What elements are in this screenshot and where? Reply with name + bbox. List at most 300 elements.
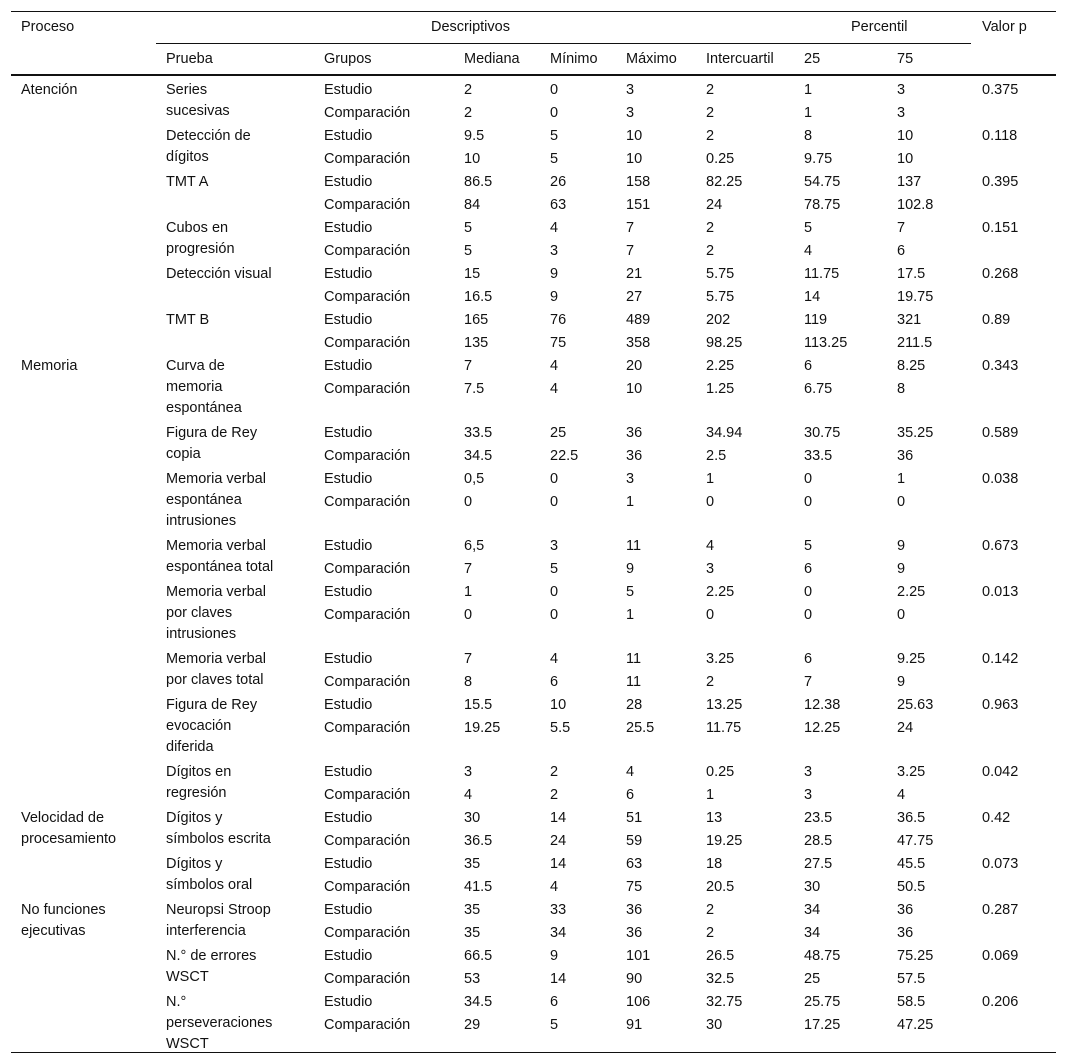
cell-minimo: 63	[550, 197, 567, 213]
cell-intercuartil: 2.5	[706, 448, 727, 464]
cell-grupo: Comparación	[324, 448, 411, 464]
cell-p25: 9.75	[804, 151, 833, 167]
cell-p75: 57.5	[897, 971, 926, 987]
valor-p: 0.673	[982, 538, 1019, 554]
cell-p25: 3	[804, 764, 813, 780]
cell-p25: 12.25	[804, 720, 841, 736]
cell-mediana: 53	[464, 971, 481, 987]
cell-minimo: 34	[550, 925, 567, 941]
prueba-label: Figura de Rey copia	[166, 425, 258, 462]
cell-maximo: 3	[626, 105, 635, 121]
cell-mediana: 4	[464, 787, 473, 803]
cell-p25: 30	[804, 879, 821, 895]
cell-minimo: 76	[550, 312, 567, 328]
cell-grupo: Comparación	[324, 151, 411, 167]
cell-intercuartil: 98.25	[706, 335, 743, 351]
cell-maximo: 36	[626, 448, 643, 464]
cell-grupo: Comparación	[324, 494, 411, 510]
cell-p75: 35.25	[897, 425, 934, 441]
cell-p75: 9	[897, 561, 906, 577]
cell-p25: 78.75	[804, 197, 841, 213]
cell-grupo: Estudio	[324, 948, 373, 964]
cell-p75: 17.5	[897, 266, 926, 282]
valor-p: 0.069	[982, 948, 1019, 964]
cell-p75: 7	[897, 220, 906, 236]
cell-intercuartil: 0.25	[706, 151, 735, 167]
cell-grupo: Estudio	[324, 220, 373, 236]
cell-intercuartil: 0.25	[706, 764, 735, 780]
cell-grupo: Estudio	[324, 994, 373, 1010]
prueba-label: Memoria verbal por claves intrusiones	[166, 584, 266, 642]
prueba-label: Memoria verbal espontánea intrusiones	[166, 471, 266, 529]
cell-minimo: 4	[550, 879, 559, 895]
cell-p75: 25.63	[897, 697, 934, 713]
cell-p25: 14	[804, 289, 821, 305]
cell-p75: 102.8	[897, 197, 934, 213]
cell-mediana: 34.5	[464, 994, 493, 1010]
cell-p75: 45.5	[897, 856, 926, 872]
cell-minimo: 22.5	[550, 448, 579, 464]
cell-minimo: 4	[550, 381, 559, 397]
cell-p25: 33.5	[804, 448, 833, 464]
cell-p25: 54.75	[804, 174, 841, 190]
cell-intercuartil: 2	[706, 82, 715, 98]
prueba-label: Cubos en progresión	[166, 220, 235, 257]
valor-p: 0.343	[982, 358, 1019, 374]
cell-mediana: 86.5	[464, 174, 493, 190]
valor-p: 0.142	[982, 651, 1019, 667]
cell-maximo: 10	[626, 381, 643, 397]
cell-p25: 11.75	[804, 266, 840, 282]
valor-p: 0.395	[982, 174, 1019, 190]
cell-p75: 10	[897, 151, 914, 167]
header-proceso: Proceso	[21, 19, 75, 35]
cell-p75: 47.25	[897, 1017, 934, 1033]
valor-p: 0.073	[982, 856, 1019, 872]
cell-grupo: Comparación	[324, 381, 411, 397]
cell-p75: 36.5	[897, 810, 926, 826]
cell-maximo: 9	[626, 561, 635, 577]
prueba-label: Dígitos en regresión	[166, 764, 232, 801]
cell-maximo: 158	[626, 174, 651, 190]
cell-intercuartil: 20.5	[706, 879, 735, 895]
cell-minimo: 0	[550, 607, 559, 623]
cell-minimo: 14	[550, 856, 567, 872]
cell-mediana: 7	[464, 358, 473, 374]
cell-p25: 17.25	[804, 1017, 841, 1033]
cell-maximo: 10	[626, 128, 643, 144]
cell-intercuartil: 2	[706, 220, 715, 236]
cell-grupo: Comparación	[324, 879, 411, 895]
cell-mediana: 19.25	[464, 720, 501, 736]
cell-minimo: 26	[550, 174, 567, 190]
cell-intercuartil: 2	[706, 902, 715, 918]
cell-mediana: 66.5	[464, 948, 493, 964]
valor-p: 0.038	[982, 471, 1019, 487]
prueba-label: Dígitos y símbolos oral	[166, 856, 253, 893]
cell-grupo: Comparación	[324, 833, 411, 849]
cell-p75: 36	[897, 448, 914, 464]
cell-intercuartil: 82.25	[706, 174, 743, 190]
cell-minimo: 5	[550, 1017, 559, 1033]
cell-p25: 25	[804, 971, 821, 987]
cell-intercuartil: 1	[706, 787, 715, 803]
cell-maximo: 20	[626, 358, 643, 374]
prueba-label: N.° perseveraciones WSCT	[166, 994, 273, 1052]
cell-intercuartil: 13.25	[706, 697, 743, 713]
cell-intercuartil: 3	[706, 561, 715, 577]
prueba-label: TMT A	[166, 174, 209, 190]
cell-p75: 36	[897, 925, 914, 941]
cell-grupo: Estudio	[324, 174, 373, 190]
cell-maximo: 101	[626, 948, 651, 964]
cell-maximo: 27	[626, 289, 643, 305]
cell-minimo: 0	[550, 105, 559, 121]
cell-maximo: 11	[626, 538, 642, 554]
header-maximo: Máximo	[626, 51, 677, 67]
cell-minimo: 3	[550, 243, 559, 259]
cell-maximo: 25.5	[626, 720, 655, 736]
cell-intercuartil: 18	[706, 856, 723, 872]
cell-p25: 3	[804, 787, 813, 803]
cell-maximo: 3	[626, 471, 635, 487]
cell-p75: 36	[897, 902, 914, 918]
cell-p75: 19.75	[897, 289, 934, 305]
header-valor-p: Valor p	[982, 19, 1027, 35]
prueba-label: Dígitos y símbolos escrita	[166, 810, 271, 847]
cell-minimo: 5	[550, 151, 559, 167]
cell-maximo: 7	[626, 243, 635, 259]
cell-maximo: 75	[626, 879, 643, 895]
cell-p25: 119	[804, 312, 828, 328]
cell-minimo: 2	[550, 787, 559, 803]
cell-mediana: 15	[464, 266, 481, 282]
cell-grupo: Estudio	[324, 697, 373, 713]
cell-grupo: Estudio	[324, 358, 373, 374]
cell-intercuartil: 2	[706, 128, 715, 144]
cell-maximo: 59	[626, 833, 643, 849]
header-percentil: Percentil	[851, 19, 908, 35]
cell-grupo: Estudio	[324, 312, 373, 328]
cell-intercuartil: 1.25	[706, 381, 735, 397]
cell-p75: 3.25	[897, 764, 926, 780]
prueba-label: Curva de memoria espontánea	[166, 358, 242, 416]
cell-grupo: Comparación	[324, 720, 411, 736]
cell-p25: 5	[804, 220, 813, 236]
cell-grupo: Estudio	[324, 810, 373, 826]
cell-intercuartil: 19.25	[706, 833, 743, 849]
cell-maximo: 28	[626, 697, 643, 713]
cell-intercuartil: 2	[706, 243, 715, 259]
cell-p75: 0	[897, 494, 906, 510]
cell-minimo: 5	[550, 128, 559, 144]
cell-intercuartil: 2.25	[706, 358, 735, 374]
prueba-label: Detección visual	[166, 266, 272, 282]
cell-mediana: 7.5	[464, 381, 485, 397]
prueba-label: Memoria verbal espontánea total	[166, 538, 274, 575]
cell-p75: 8.25	[897, 358, 926, 374]
cell-p25: 12.38	[804, 697, 841, 713]
cell-p75: 3	[897, 82, 906, 98]
cell-grupo: Estudio	[324, 538, 373, 554]
cell-grupo: Comparación	[324, 105, 411, 121]
cell-grupo: Comparación	[324, 925, 411, 941]
valor-p: 0.287	[982, 902, 1019, 918]
cell-p25: 6	[804, 561, 813, 577]
prueba-label: TMT B	[166, 312, 210, 328]
cell-minimo: 25	[550, 425, 567, 441]
cell-maximo: 11	[626, 651, 642, 667]
cell-intercuartil: 0	[706, 494, 715, 510]
cell-intercuartil: 2	[706, 105, 715, 121]
cell-minimo: 4	[550, 220, 559, 236]
cell-mediana: 5	[464, 220, 473, 236]
cell-maximo: 4	[626, 764, 635, 780]
cell-minimo: 14	[550, 810, 567, 826]
valor-p: 0.268	[982, 266, 1019, 282]
cell-maximo: 5	[626, 584, 635, 600]
cell-p75: 58.5	[897, 994, 926, 1010]
cell-grupo: Comparación	[324, 674, 411, 690]
cell-grupo: Estudio	[324, 425, 373, 441]
cell-mediana: 135	[464, 335, 489, 351]
cell-grupo: Estudio	[324, 471, 373, 487]
results-table	[11, 11, 1056, 1054]
cell-p25: 6	[804, 651, 813, 667]
valor-p: 0.89	[982, 312, 1011, 328]
cell-p25: 34	[804, 902, 821, 918]
descriptivos-underline	[156, 43, 971, 44]
cell-p25: 48.75	[804, 948, 841, 964]
cell-minimo: 2	[550, 764, 559, 780]
cell-minimo: 3	[550, 538, 559, 554]
cell-minimo: 0	[550, 82, 559, 98]
cell-minimo: 75	[550, 335, 567, 351]
cell-minimo: 5	[550, 561, 559, 577]
proceso-label: Atención	[21, 82, 78, 98]
cell-minimo: 5.5	[550, 720, 571, 736]
cell-p25: 113.25	[804, 335, 848, 351]
cell-p25: 6	[804, 358, 813, 374]
cell-mediana: 35	[464, 856, 481, 872]
cell-mediana: 2	[464, 82, 473, 98]
cell-grupo: Comparación	[324, 335, 411, 351]
cell-p75: 3	[897, 105, 906, 121]
cell-mediana: 35	[464, 925, 481, 941]
prueba-label: Figura de Rey evocación diferida	[166, 697, 258, 755]
cell-mediana: 5	[464, 243, 473, 259]
cell-p75: 75.25	[897, 948, 934, 964]
prueba-label: N.° de errores WSCT	[166, 948, 257, 985]
header-p75: 75	[897, 51, 914, 67]
cell-p75: 9.25	[897, 651, 926, 667]
cell-minimo: 10	[550, 697, 567, 713]
cell-p25: 8	[804, 128, 813, 144]
cell-grupo: Comparación	[324, 787, 411, 803]
cell-mediana: 2	[464, 105, 473, 121]
cell-mediana: 41.5	[464, 879, 493, 895]
cell-p75: 321	[897, 312, 922, 328]
cell-maximo: 36	[626, 925, 643, 941]
cell-maximo: 7	[626, 220, 635, 236]
cell-mediana: 36.5	[464, 833, 493, 849]
cell-intercuartil: 32.5	[706, 971, 735, 987]
cell-p75: 9	[897, 538, 906, 554]
valor-p: 0.589	[982, 425, 1019, 441]
valor-p: 0.963	[982, 697, 1019, 713]
cell-mediana: 7	[464, 651, 473, 667]
cell-mediana: 35	[464, 902, 481, 918]
cell-intercuartil: 2	[706, 674, 715, 690]
cell-maximo: 51	[626, 810, 643, 826]
cell-intercuartil: 3.25	[706, 651, 735, 667]
cell-maximo: 11	[626, 674, 642, 690]
header-bottom-rule	[11, 74, 1056, 76]
cell-maximo: 90	[626, 971, 643, 987]
cell-mediana: 8	[464, 674, 473, 690]
cell-mediana: 9.5	[464, 128, 485, 144]
cell-maximo: 1	[626, 494, 635, 510]
cell-intercuartil: 30	[706, 1017, 723, 1033]
cell-mediana: 6,5	[464, 538, 485, 554]
cell-grupo: Comparación	[324, 971, 411, 987]
cell-mediana: 3	[464, 764, 473, 780]
header-descriptivos: Descriptivos	[431, 19, 510, 35]
cell-minimo: 6	[550, 674, 559, 690]
cell-maximo: 489	[626, 312, 651, 328]
cell-minimo: 0	[550, 471, 559, 487]
cell-maximo: 21	[626, 266, 643, 282]
cell-maximo: 36	[626, 902, 643, 918]
cell-p75: 0	[897, 607, 906, 623]
cell-intercuartil: 24	[706, 197, 723, 213]
cell-maximo: 91	[626, 1017, 643, 1033]
header-minimo: Mínimo	[550, 51, 598, 67]
cell-p25: 28.5	[804, 833, 833, 849]
cell-minimo: 4	[550, 358, 559, 374]
cell-grupo: Comparación	[324, 197, 411, 213]
cell-intercuartil: 2.25	[706, 584, 735, 600]
cell-p25: 25.75	[804, 994, 841, 1010]
cell-p25: 34	[804, 925, 821, 941]
cell-grupo: Estudio	[324, 128, 373, 144]
cell-mediana: 0,5	[464, 471, 485, 487]
top-rule	[11, 11, 1056, 12]
header-prueba: Prueba	[166, 51, 213, 67]
cell-minimo: 4	[550, 651, 559, 667]
cell-p25: 23.5	[804, 810, 833, 826]
cell-grupo: Comparación	[324, 561, 411, 577]
cell-maximo: 36	[626, 425, 643, 441]
cell-p75: 10	[897, 128, 914, 144]
cell-mediana: 34.5	[464, 448, 493, 464]
cell-minimo: 6	[550, 994, 559, 1010]
cell-grupo: Comparación	[324, 1017, 411, 1033]
valor-p: 0.151	[982, 220, 1019, 236]
cell-grupo: Estudio	[324, 584, 373, 600]
cell-p25: 7	[804, 674, 813, 690]
cell-p25: 27.5	[804, 856, 833, 872]
cell-p75: 50.5	[897, 879, 926, 895]
cell-minimo: 9	[550, 266, 559, 282]
cell-mediana: 16.5	[464, 289, 493, 305]
cell-minimo: 9	[550, 948, 559, 964]
cell-minimo: 0	[550, 494, 559, 510]
cell-intercuartil: 5.75	[706, 266, 735, 282]
cell-intercuartil: 11.75	[706, 720, 742, 736]
cell-p75: 6	[897, 243, 906, 259]
cell-intercuartil: 2	[706, 925, 715, 941]
cell-maximo: 358	[626, 335, 651, 351]
valor-p: 0.375	[982, 82, 1019, 98]
cell-mediana: 84	[464, 197, 481, 213]
cell-mediana: 7	[464, 561, 473, 577]
header-mediana: Mediana	[464, 51, 520, 67]
cell-intercuartil: 26.5	[706, 948, 735, 964]
cell-maximo: 151	[626, 197, 651, 213]
proceso-label: No funciones ejecutivas	[21, 902, 106, 939]
cell-p75: 2.25	[897, 584, 926, 600]
cell-minimo: 14	[550, 971, 567, 987]
cell-p75: 47.75	[897, 833, 934, 849]
cell-p25: 0	[804, 607, 813, 623]
cell-grupo: Estudio	[324, 902, 373, 918]
cell-p75: 211.5	[897, 335, 933, 351]
cell-p75: 1	[897, 471, 906, 487]
cell-grupo: Comparación	[324, 289, 411, 305]
cell-grupo: Estudio	[324, 764, 373, 780]
cell-intercuartil: 4	[706, 538, 715, 554]
cell-p25: 30.75	[804, 425, 841, 441]
cell-mediana: 0	[464, 494, 473, 510]
cell-maximo: 10	[626, 151, 643, 167]
cell-maximo: 106	[626, 994, 651, 1010]
cell-intercuartil: 202	[706, 312, 731, 328]
valor-p: 0.118	[982, 128, 1018, 144]
prueba-label: Detección de dígitos	[166, 128, 251, 165]
cell-mediana: 165	[464, 312, 489, 328]
cell-p75: 9	[897, 674, 906, 690]
cell-mediana: 33.5	[464, 425, 493, 441]
cell-p25: 4	[804, 243, 813, 259]
valor-p: 0.206	[982, 994, 1019, 1010]
header-grupos: Grupos	[324, 51, 372, 67]
cell-p25: 0	[804, 584, 813, 600]
header-intercuartil: Intercuartil	[706, 51, 774, 67]
cell-grupo: Estudio	[324, 856, 373, 872]
cell-p75: 4	[897, 787, 906, 803]
cell-p75: 24	[897, 720, 914, 736]
cell-p25: 5	[804, 538, 813, 554]
cell-intercuartil: 0	[706, 607, 715, 623]
prueba-label: Neuropsi Stroop interferencia	[166, 902, 271, 939]
cell-p75: 8	[897, 381, 906, 397]
cell-minimo: 0	[550, 584, 559, 600]
prueba-label: Memoria verbal por claves total	[166, 651, 266, 688]
cell-maximo: 63	[626, 856, 643, 872]
cell-mediana: 15.5	[464, 697, 493, 713]
cell-mediana: 10	[464, 151, 481, 167]
valor-p: 0.42	[982, 810, 1011, 826]
cell-grupo: Estudio	[324, 266, 373, 282]
cell-maximo: 3	[626, 82, 635, 98]
cell-mediana: 0	[464, 607, 473, 623]
proceso-label: Velocidad de procesamiento	[21, 810, 117, 847]
cell-minimo: 9	[550, 289, 559, 305]
cell-intercuartil: 13	[706, 810, 723, 826]
cell-mediana: 1	[464, 584, 473, 600]
valor-p: 0.013	[982, 584, 1019, 600]
